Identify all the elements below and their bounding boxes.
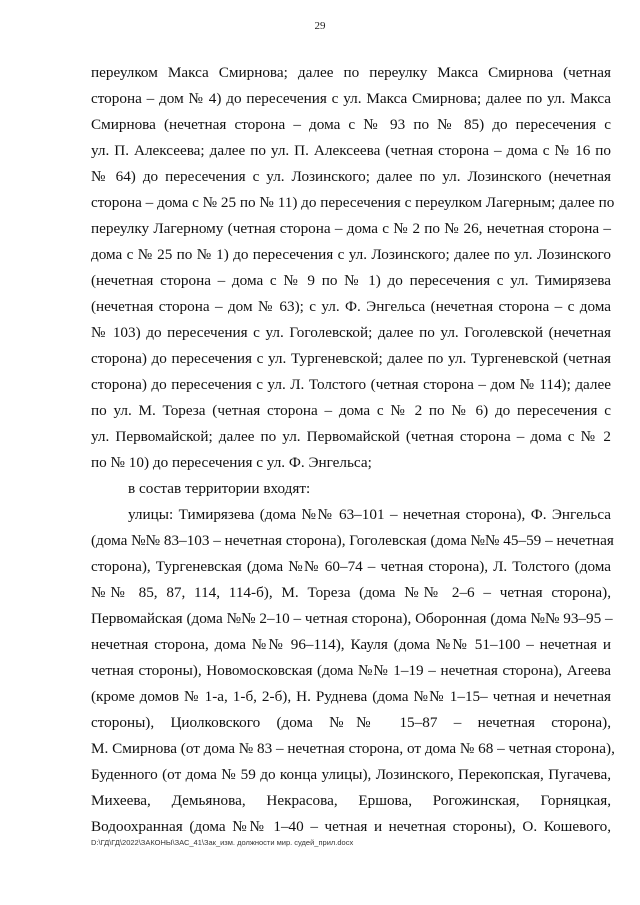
text-line: (кроме домов № 1-а, 1-б, 2-б), Н. Руднева (дома №№ 1–15– четная и нечетная — [91, 688, 611, 705]
text-line: сторона – дома с № 25 по № 11) до пересечения с переулком Лагерным; далее по — [91, 194, 615, 211]
file-path-footer: D:\ГД\ГД\2022\ЗАКОНЫ\ЗАС_41\Зак_изм. должности мир. судей_прил.docx — [91, 838, 354, 847]
paragraph-heading: в состав территории входят: — [128, 480, 311, 497]
text-line: № 103) до пересечения с ул. Гоголевской; далее по ул. Гоголевской (нечетная — [91, 324, 611, 341]
text-line: № 64) до пересечения с ул. Лозинского; далее по ул. Лозинского (нечетная — [91, 168, 611, 185]
text-line: по ул. М. Тореза (четная сторона – дома с № 2 по № 6) до пересечения с — [91, 402, 611, 419]
text-line: нечетная сторона, дома №№ 96–114), Кауля (дома №№ 51–100 – нечетная и — [91, 636, 611, 653]
text-line: стороны), Циолковского (дома №№ 15–87 – нечетная сторона), — [91, 714, 611, 731]
text-line: по № 10) до пересечения с ул. Ф. Энгельса; — [91, 454, 372, 471]
text-line: М. Смирнова (от дома № 83 – нечетная сторона, от дома № 68 – четная сторона), — [91, 740, 615, 757]
text-line: сторона), Тургеневская (дома №№ 60–74 – четная сторона), Л. Толстого (дома — [91, 558, 611, 575]
text-line: Смирнова (нечетная сторона – дома с № 93 по № 85) до пересечения с — [91, 116, 611, 133]
page-number: 29 — [314, 20, 326, 32]
text-line: дома с № 25 по № 1) до пересечения с ул. Лозинского; далее по ул. Лозинского — [91, 246, 611, 263]
text-line: четная стороны), Новомосковская (дома №№ 1–19 – нечетная сторона), Агеева — [91, 662, 611, 679]
text-line: ул. П. Алексеева; далее по ул. П. Алексеева (четная сторона – дома с № 16 по — [91, 142, 611, 159]
text-line: переулку Лагерному (четная сторона – дома с № 2 по № 26, нечетная сторона – — [91, 220, 611, 237]
text-line: Первомайская (дома №№ 2–10 – четная сторона), Оборонная (дома №№ 93–95 – — [91, 610, 613, 627]
text-line: Буденного (от дома № 59 до конца улицы), Лозинского, Перекопская, Пугачева, — [91, 766, 611, 783]
text-line: сторона) до пересечения с ул. Тургеневской; далее по ул. Тургеневской (четная — [91, 350, 611, 367]
text-line: сторона) до пересечения с ул. Л. Толстого (четная сторона – дом № 114); далее — [91, 376, 611, 393]
text-line: улицы: Тимирязева (дома №№ 63–101 – нечетная сторона), Ф. Энгельса — [128, 506, 611, 523]
text-line: переулком Макса Смирнова; далее по переулку Макса Смирнова (четная — [91, 64, 611, 81]
text-line: Михеева, Демьянова, Некрасова, Ершова, Рогожинская, Горняцкая, — [91, 792, 611, 809]
text-line: (нечетная сторона – дома с № 9 по № 1) до пересечения с ул. Тимирязева — [91, 272, 611, 289]
text-line: ул. Первомайской; далее по ул. Первомайской (четная сторона – дома с № 2 — [91, 428, 611, 445]
text-line: №№ 85, 87, 114, 114-б), М. Тореза (дома №№ 2–6 – четная сторона), — [91, 584, 611, 601]
text-line: Водоохранная (дома №№ 1–40 – четная и нечетная стороны), О. Кошевого, — [91, 818, 611, 835]
text-line: сторона – дом № 4) до пересечения с ул. Макса Смирнова; далее по ул. Макса — [91, 90, 611, 107]
text-line: (дома №№ 83–103 – нечетная сторона), Гоголевская (дома №№ 45–59 – нечетная — [91, 532, 614, 549]
text-line: (нечетная сторона – дом № 63); с ул. Ф. Энгельса (нечетная сторона – с дома — [91, 298, 611, 315]
